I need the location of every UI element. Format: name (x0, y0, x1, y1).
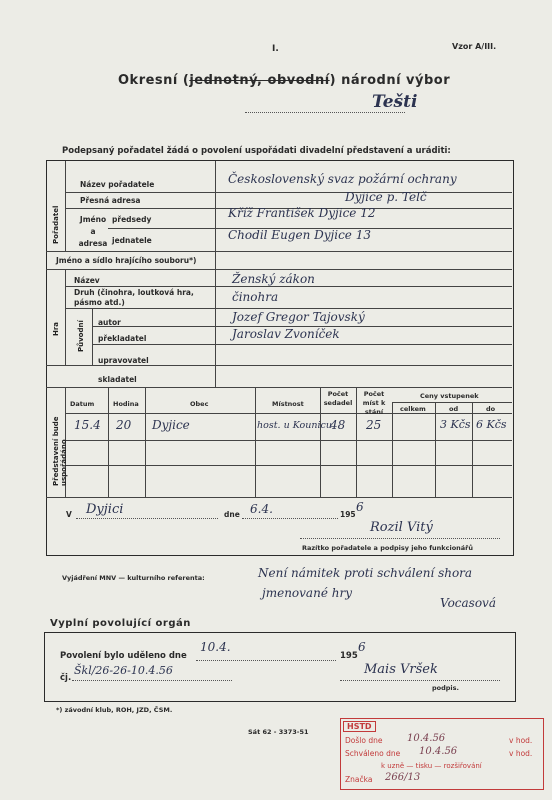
page-mark: I. (272, 44, 279, 54)
stamp-approved-value: 10.4.56 (419, 746, 458, 757)
mnv-statement-line2: jmenované hry (262, 586, 352, 600)
archive-stamp (340, 718, 544, 790)
translator-label: překladatel (98, 334, 147, 343)
ref-value: Škl/26-26-10.4.56 (74, 664, 173, 677)
row-date: 15.4 (74, 418, 101, 432)
author-label: autor (98, 318, 121, 327)
composer-label: skladatel (98, 375, 137, 384)
place-value: Dyjici (86, 502, 124, 517)
col-seats: Počet sedadel (323, 390, 353, 407)
play-section-label: Hra (52, 321, 60, 336)
footnote: *) závodní klub, ROH, JZD, ČSM. (56, 706, 173, 714)
authority-signature: Mais Vršek (364, 662, 438, 677)
ref-label: čj. (60, 673, 72, 683)
ensemble-label: Jméno a sídlo hrajícího souboru*) (56, 256, 197, 265)
year-prefix: 195 (340, 510, 356, 519)
organizer-section-label: Pořadatel (52, 205, 60, 244)
stamp-received-suffix: v hod. (509, 736, 533, 745)
performances-section-label: Představení bude uspořádáno (52, 416, 68, 486)
stamp-approved-label: Schváleno dne (345, 749, 401, 758)
secretary-label: jednatele (112, 236, 152, 245)
date-prefix: dne (224, 510, 240, 519)
organizer-address-label: Přesná adresa (80, 196, 141, 205)
play-kind-value: činohra (232, 290, 279, 304)
granted-label: Povolení bylo uděleno dne (60, 651, 187, 661)
col-date: Datum (70, 400, 95, 408)
stamp-received-value: 10.4.56 (407, 733, 446, 744)
col-room: Místnost (272, 400, 304, 408)
mnv-signature: Vocasová (440, 596, 496, 610)
year-value: 6 (356, 500, 364, 514)
chair-label: předsedy (112, 215, 152, 224)
intro-text: Podepsaný pořadatel žádá o povolení uspořádati divadelní představení a uráditi: (62, 146, 451, 156)
stamp-purpose: k uzně — tisku — rozšiřování (381, 762, 482, 770)
chair-value: Kříž František Dyjice 12 (228, 206, 376, 220)
organizer-address-value: Dyjice p. Telč (345, 190, 427, 204)
authority-sign-caption: podpis. (432, 684, 459, 692)
col-total: celkem (400, 405, 426, 413)
row-hour: 20 (116, 418, 132, 432)
play-kind-label: Druh (činohra, loutková hra, pásmo atd.) (74, 288, 194, 307)
title-prefix: Okresní ( (118, 73, 190, 88)
place-prefix: V (66, 510, 72, 519)
prices-header: Ceny vstupenek (420, 392, 479, 400)
granted-year-value: 6 (358, 640, 366, 654)
stamp-title: HSTD (343, 721, 376, 732)
col-standing: Počet míst k stání (362, 390, 386, 416)
mnv-label: Vyjádření MNV — kulturního referenta: (62, 574, 205, 582)
form-code: Vzor A/III. (452, 42, 497, 51)
stamp-mark-label: Značka (345, 775, 373, 784)
col-municipality: Obec (190, 400, 209, 408)
col-price-from: od (449, 405, 459, 413)
play-title-label: Název (74, 276, 100, 285)
district-name: Tešti (372, 92, 418, 112)
row-room: host. u Kounicu (257, 420, 332, 431)
organizer-name-value: Československý svaz požární ochrany (228, 172, 457, 186)
secretary-value: Chodil Eugen Dyjice 13 (228, 228, 371, 242)
stamp-mark-value: 266/13 (385, 772, 421, 783)
stamp-approved-suffix: v hod. (509, 749, 533, 758)
row-municipality: Dyjice (152, 418, 190, 432)
play-title-value: Ženský zákon (232, 272, 315, 286)
date-value: 6.4. (250, 502, 273, 516)
origin-label: Původní (77, 320, 85, 352)
title-struck: jednotný, obvodní (189, 73, 330, 88)
signature-caption: Razítko pořadatele a podpisy jeho funkcionářů (302, 544, 474, 552)
granted-year-prefix: 195 (340, 651, 358, 661)
mnv-statement-line1: Není námitek proti schválení shora (258, 566, 473, 580)
title-suffix: ) národní výbor (329, 73, 451, 88)
print-code: Sát 62 - 3373-51 (248, 728, 309, 736)
page-title (118, 73, 450, 88)
author-value: Jozef Gregor Tajovský (232, 310, 365, 324)
organizer-name-label: Název pořadatele (80, 180, 155, 189)
row-price-from: 3 Kčs (440, 418, 471, 431)
row-price-to: 6 Kčs (476, 418, 507, 431)
organizer-signatures: Rozil Vitý (370, 520, 433, 535)
adapter-label: upravovatel (98, 356, 149, 365)
authority-heading: Vyplní povolující orgán (50, 618, 191, 629)
organizer-person-label: Jméno a adresa (78, 215, 108, 248)
translator-value: Jaroslav Zvoníček (232, 327, 340, 341)
row-seats: 48 (330, 418, 346, 432)
col-hour: Hodina (113, 400, 139, 408)
granted-value: 10.4. (200, 640, 231, 654)
row-standing: 25 (366, 418, 382, 432)
stamp-received-label: Došlo dne (345, 736, 383, 745)
col-price-to: do (486, 405, 496, 413)
